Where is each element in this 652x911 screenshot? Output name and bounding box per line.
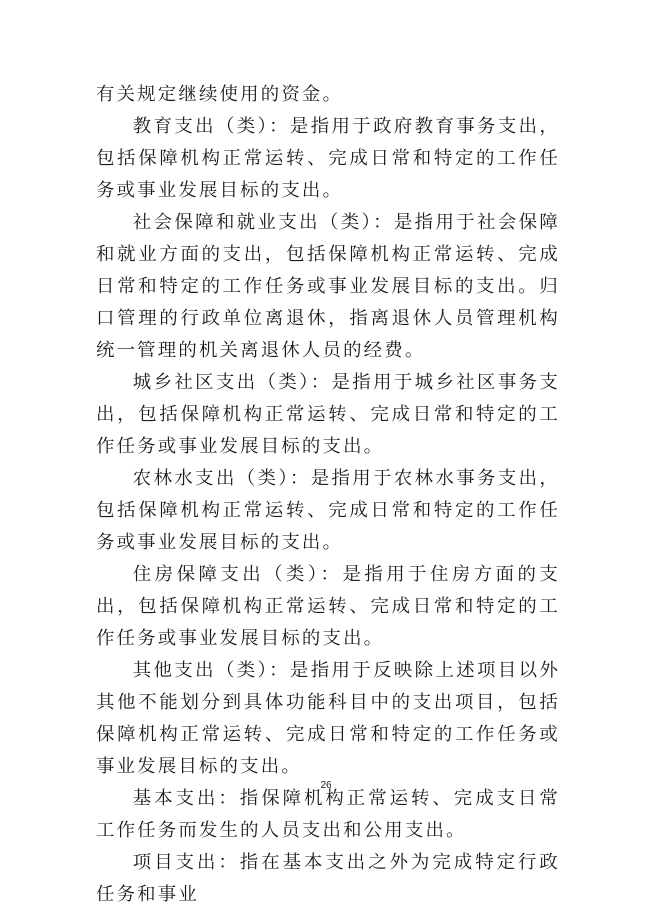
- page-number: 26: [320, 780, 332, 791]
- paragraph-social-security: 社会保障和就业支出（类）：是指用于社会保障和就业方面的支出，包括保障机构正常运转、完成日常和特定的工作任务或事业发展目标的支出。归口管理的行政单位离退休，指离退休人员管理机构统一管理的机关离退休人员的经费。: [96, 212, 560, 361]
- paragraph-project-expenditure: 项目支出：指在基本支出之外为完成特定行政任务和事业: [96, 852, 560, 905]
- paragraph-urban-rural: 城乡社区支出（类）：是指用于城乡社区事务支出，包括保障机构正常运转、完成日常和特定的工作任务或事业发展目标的支出。: [96, 372, 560, 457]
- paragraph-basic-expenditure: 基本支出：指保障机构正常运转、完成支日常工作任务而发生的人员支出和公用支出。: [96, 788, 560, 841]
- paragraph-housing: 住房保障支出（类）：是指用于住房方面的支出，包括保障机构正常运转、完成日常和特定的工作任务或事业发展目标的支出。: [96, 564, 560, 649]
- paragraph-agriculture: 农林水支出（类）：是指用于农林水事务支出，包括保障机构正常运转、完成日常和特定的工作任务或事业发展目标的支出。: [96, 468, 560, 553]
- paragraph-other: 其他支出（类）：是指用于反映除上述项目以外其他不能划分到具体功能科目中的支出项目，包括保障机构正常运转、完成日常和特定的工作任务或事业发展目标的支出。: [96, 660, 560, 777]
- paragraph-education: 教育支出（类）：是指用于政府教育事务支出，包括保障机构正常运转、完成日常和特定的工作任务或事业发展目标的支出。: [96, 116, 560, 201]
- paragraph-continued: 有关规定继续使用的资金。: [96, 84, 344, 105]
